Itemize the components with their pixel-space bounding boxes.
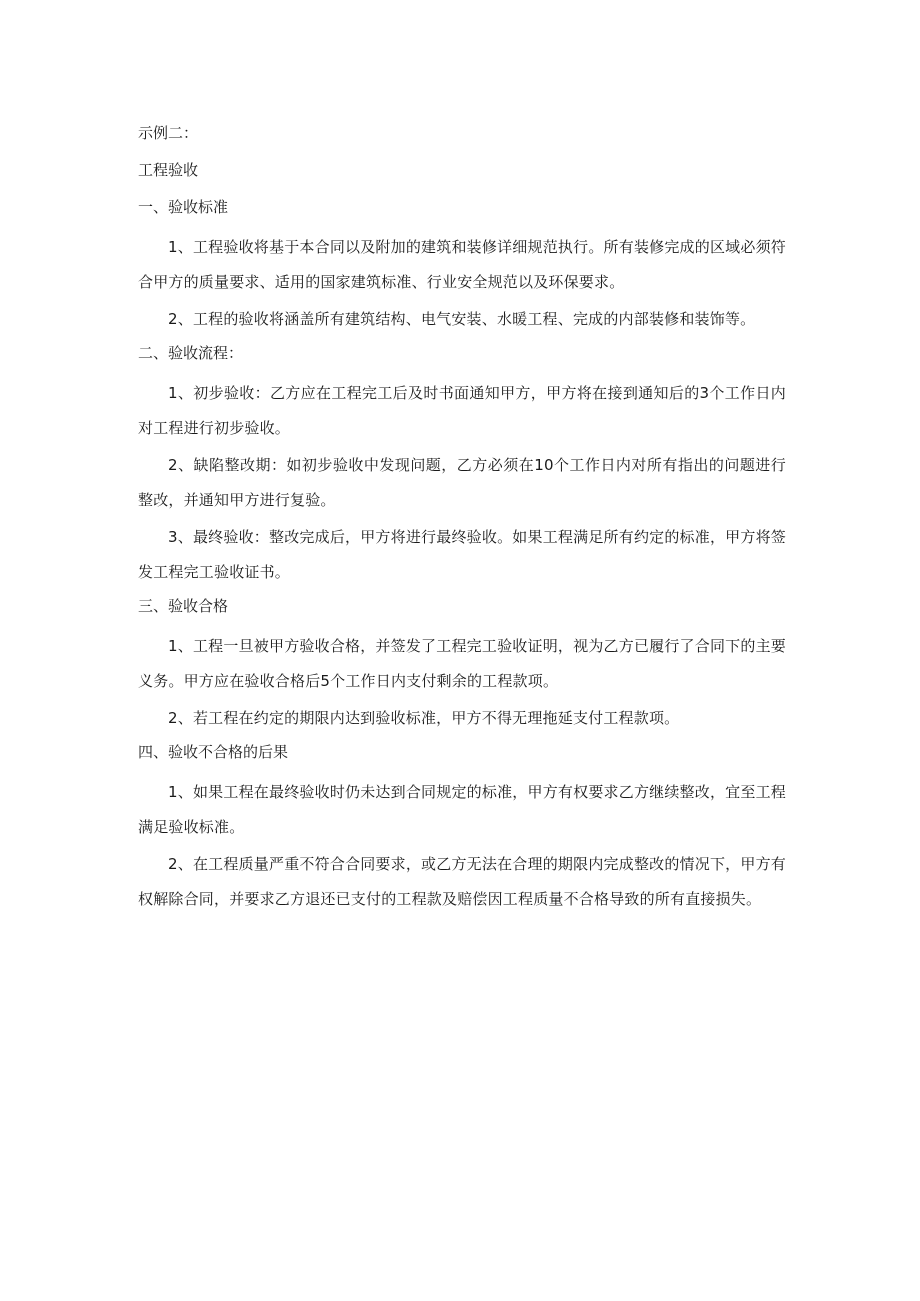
clause-process-1: 1、初步验收：乙方应在工程完工后及时书面通知甲方，甲方将在接到通知后的3个工作日内对工程进行初步验收。 <box>138 384 786 437</box>
clause-process-2: 2、缺陷整改期：如初步验收中发现问题，乙方必须在10个工作日内对所有指出的问题进行整改，并通知甲方进行复验。 <box>138 456 786 509</box>
section-heading-standards: 一、验收标准 <box>138 198 229 216</box>
clause-standards-2: 2、工程的验收将涵盖所有建筑结构、电气安装、水暖工程、完成的内部装修和装饰等。 <box>168 310 756 328</box>
clause-process-3: 3、最终验收：整改完成后，甲方将进行最终验收。如果工程满足所有约定的标准，甲方将签发工程完工验收证书。 <box>138 528 786 581</box>
clause-failed-1: 1、如果工程在最终验收时仍未达到合同规定的标准，甲方有权要求乙方继续整改，宜至工程满足验收标准。 <box>138 783 786 836</box>
section-heading-passed: 三、验收合格 <box>138 597 229 615</box>
document-body <box>138 121 786 917</box>
section-heading-failed: 四、验收不合格的后果 <box>138 743 289 761</box>
clause-passed-2: 2、若工程在约定的期限内达到验收标准，甲方不得无理拖延支付工程款项。 <box>168 709 680 727</box>
section-heading-process: 二、验收流程： <box>138 344 244 362</box>
clause-passed-1: 1、工程一旦被甲方验收合格，并签发了工程完工验收证明，视为乙方已履行了合同下的主要义务。甲方应在验收合格后5个工作日内支付剩余的工程款项。 <box>138 637 786 690</box>
document-title: 工程验收 <box>138 161 199 179</box>
clause-failed-2: 2、在工程质量严重不符合合同要求，或乙方无法在合理的期限内完成整改的情况下，甲方有权解除合同，并要求乙方退还已支付的工程款及赔偿因工程质量不合格导致的所有直接损失。 <box>138 855 786 908</box>
clause-standards-1: 1、工程验收将基于本合同以及附加的建筑和装修详细规范执行。所有装修完成的区域必须符合甲方的质量要求、适用的国家建筑标准、行业安全规范以及环保要求。 <box>138 238 786 291</box>
example-label: 示例二： <box>138 124 199 142</box>
